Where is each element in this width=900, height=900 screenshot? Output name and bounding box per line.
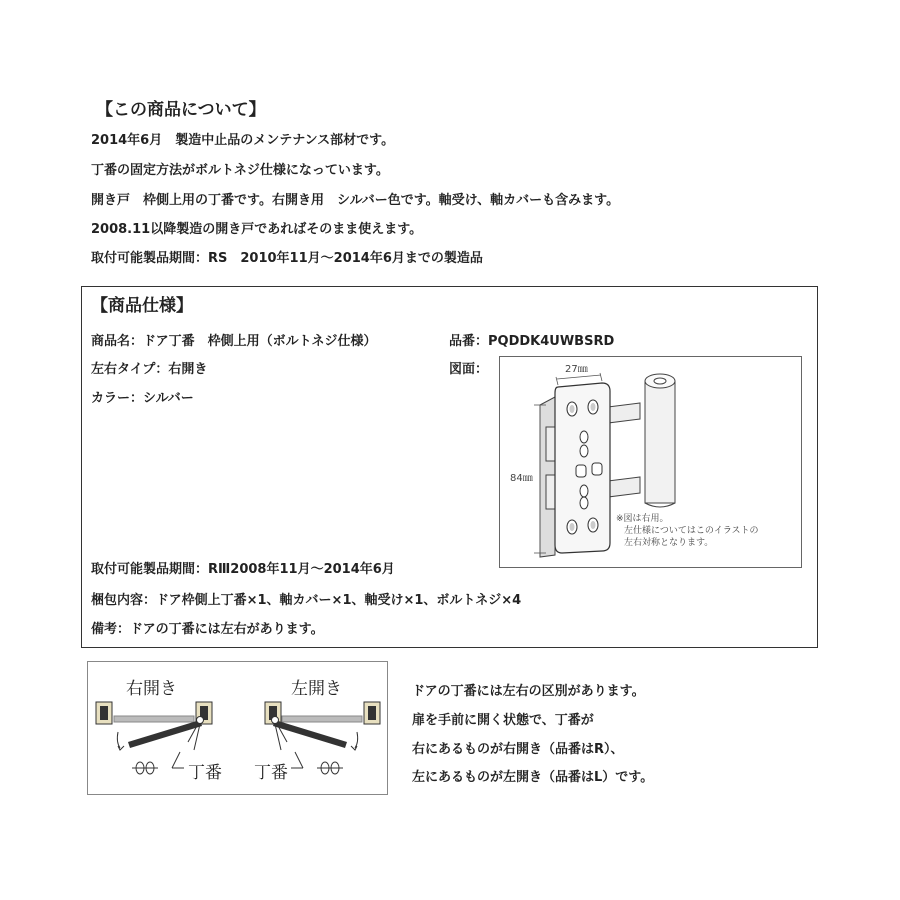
hinge-label-right: 丁番 [188,763,222,783]
spec-lr-type: 左右タイプ：右開き [91,362,208,377]
width-dim-label: 27㎜ [565,364,588,375]
about-line-2: 丁番の固定方法がボルトネジ仕様になっています。 [91,163,389,178]
door-text-3: 右にあるものが右開き（品番はR）、 [412,742,624,757]
spec-remarks: 備考：ドアの丁番には左右があります。 [91,622,324,637]
about-line-1: 2014年6月 製造中止品のメンテナンス部材です。 [91,133,395,148]
spec-title: 【商品仕様】 [91,296,193,316]
about-line-4: 2008.11以降製造の開き戸であればそのまま使えます。 [91,222,423,237]
spec-contents: 梱包内容：ドア枠側上丁番×1、軸カバー×1、軸受け×1、ボルトネジ×4 [91,593,522,608]
left-open-label: 左開き [291,679,342,699]
about-line-3: 開き戸 枠側上用の丁番です。右開き用 シルバー色です。軸受け、軸カバーも含みます。 [91,193,620,208]
drawing-note-3: 左右対称となります。 [624,538,714,548]
hinge-label-left: 丁番 [254,763,288,783]
drawing-note-2: 左仕様についてはこのイラストの [624,526,759,536]
right-open-label: 右開き [126,679,177,699]
about-title: 【この商品について】 [96,100,266,120]
door-diagram [87,661,388,795]
spec-product-name: 商品名：ドア丁番 枠側上用（ボルトネジ仕様） [91,334,377,349]
spec-drawing-label: 図面： [449,362,489,377]
door-illustration [88,662,387,794]
door-text-4: 左にあるものが左開き（品番はL）です。 [412,770,654,785]
hinge-drawing [499,356,802,568]
height-dim-label: 84㎜ [510,473,533,484]
spec-period: 取付可能製品期間：RⅢ2008年11月～2014年6月 [91,562,395,577]
spec-color: カラー：シルバー [91,391,194,406]
about-line-5: 取付可能製品期間：RS 2010年11月～2014年6月までの製造品 [91,251,483,266]
door-text-1: ドアの丁番には左右の区別があります。 [412,684,645,699]
door-text-2: 扉を手前に開く状態で、丁番が [412,713,594,728]
drawing-note-1: ※図は右用。 [616,514,669,524]
spec-part-number: 品番：PQDDK4UWBSRD [449,334,615,349]
